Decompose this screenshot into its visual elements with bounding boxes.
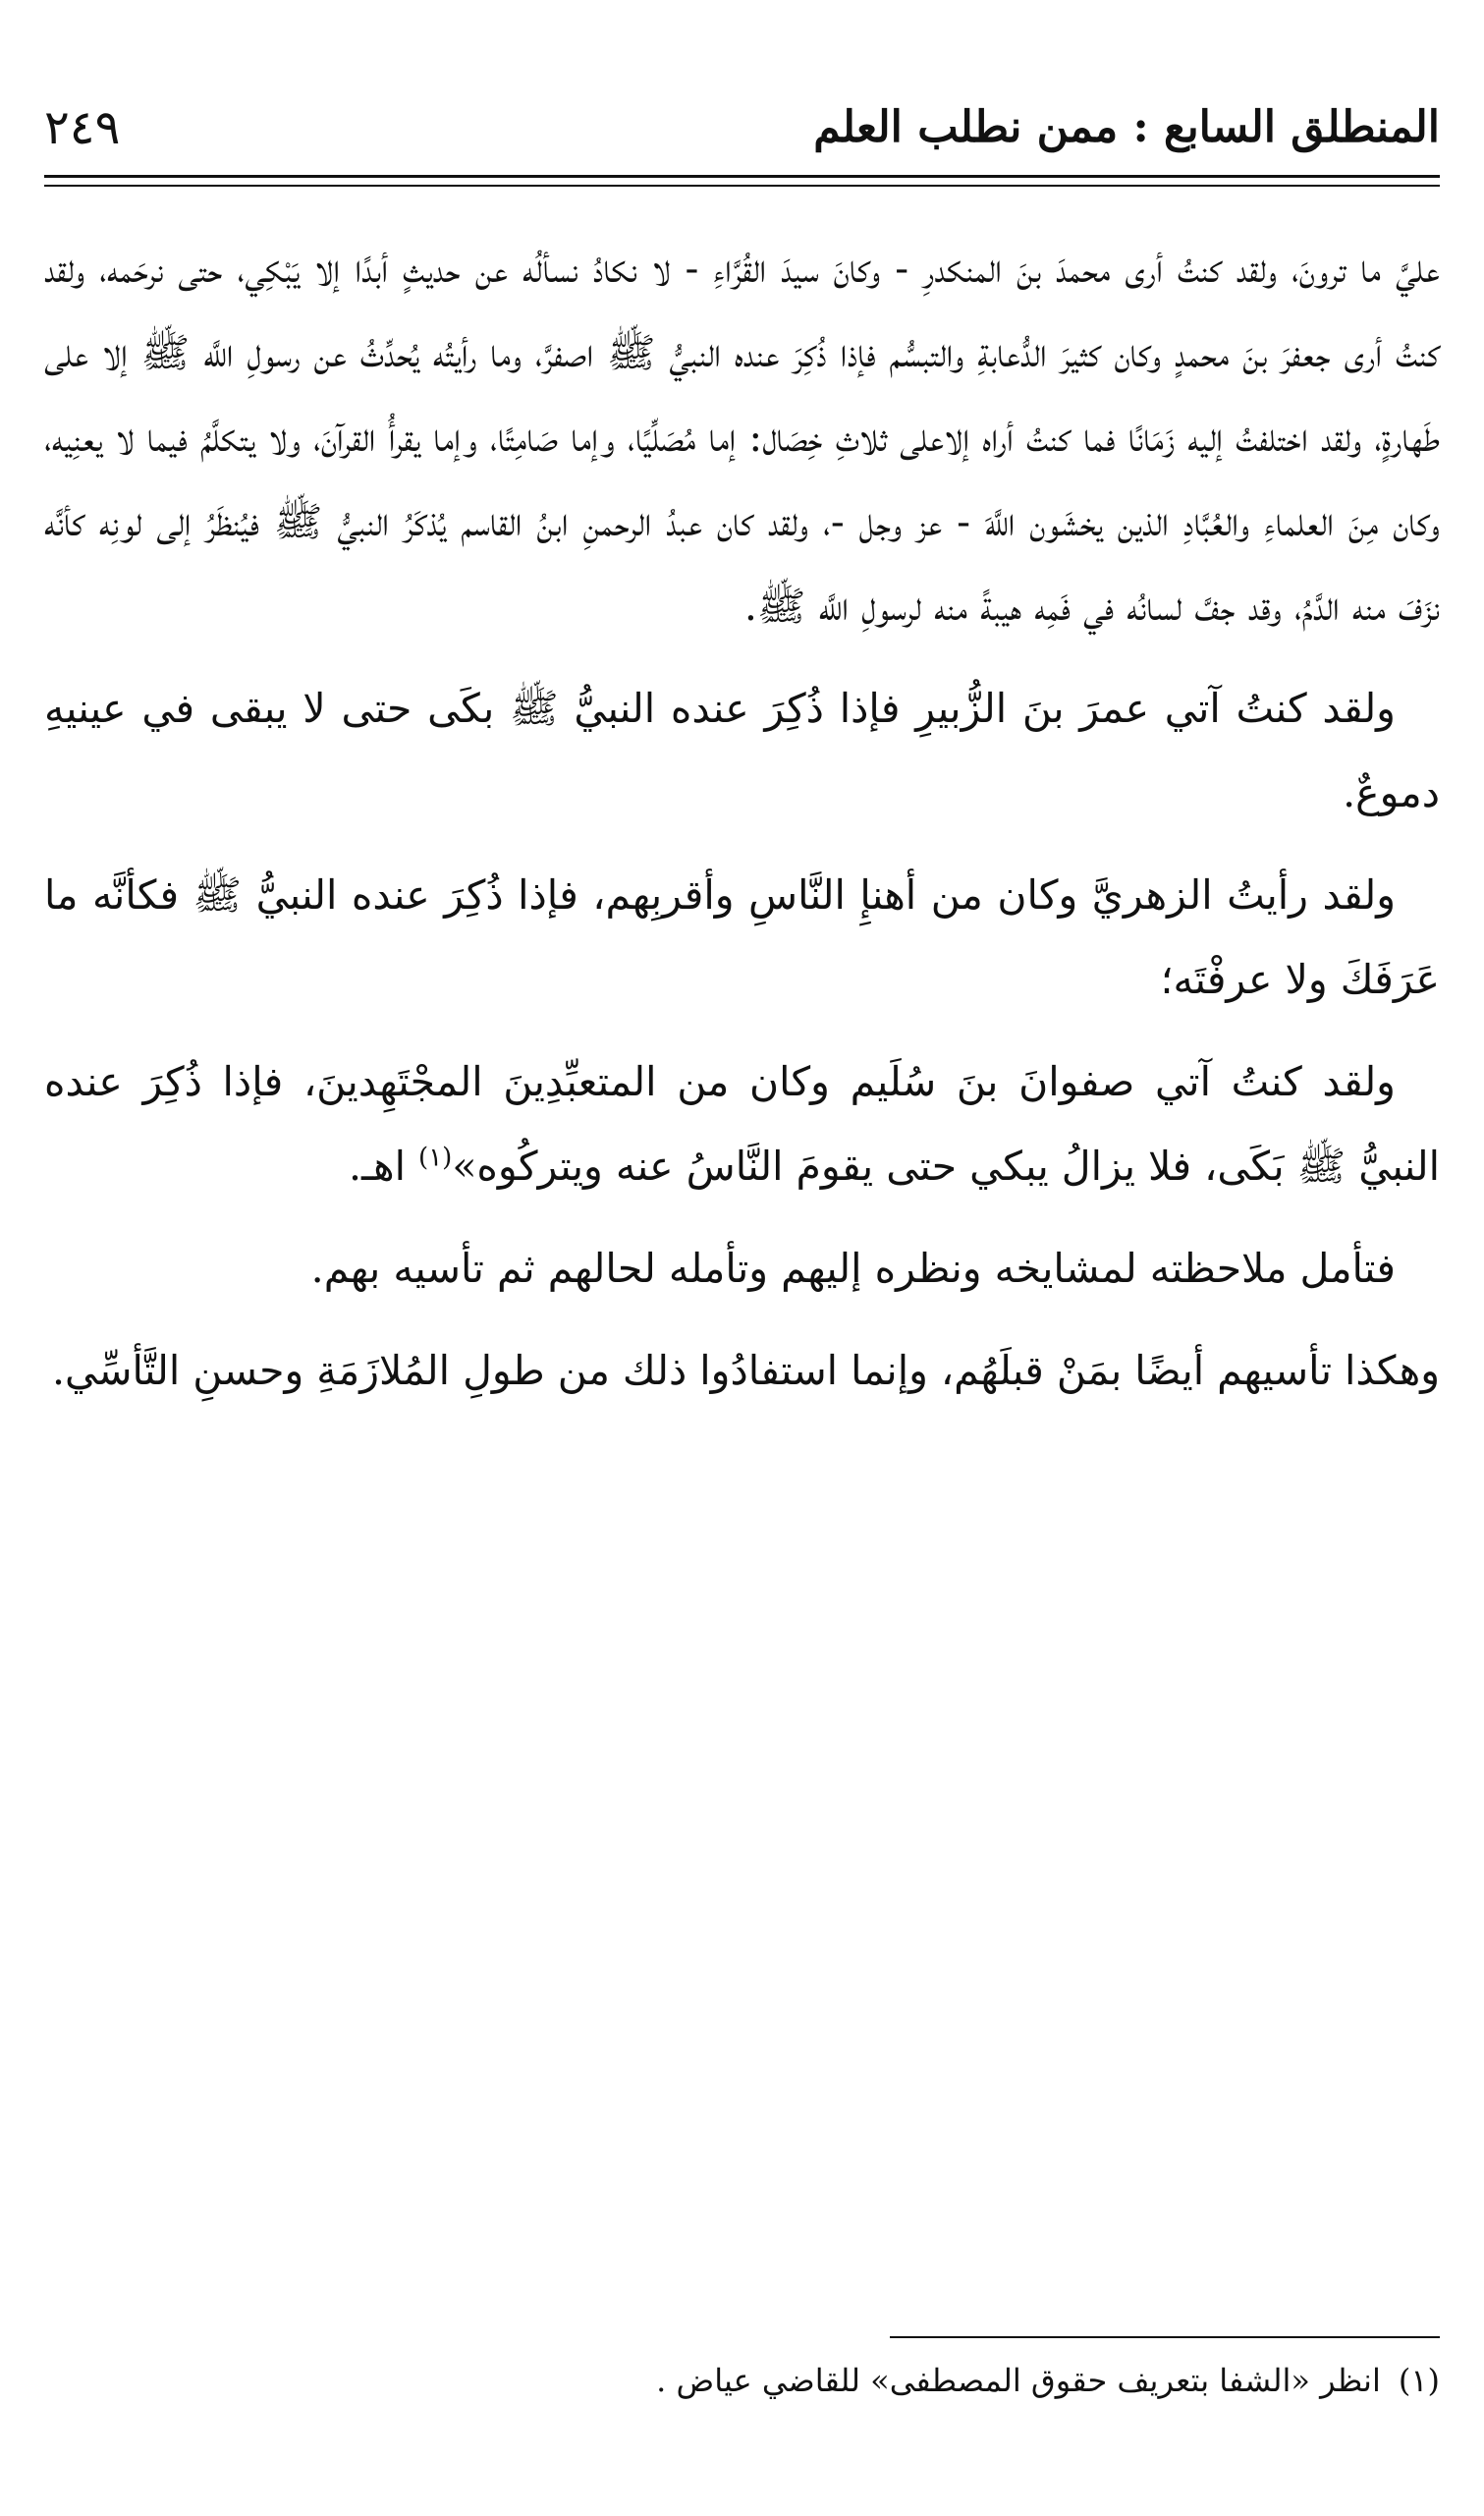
footnote-number: (١) [1398, 2362, 1440, 2399]
footnote [44, 2356, 1440, 2405]
footnote-reference[interactable]: (١) [418, 1143, 453, 1173]
footnote-separator [890, 2336, 1440, 2338]
body-text [44, 226, 1440, 1430]
paragraph-3: ولقد رأيتُ الزهريَّ وكان من أهنإِ النَّاسِ وأقربِهم، فإذا ذُكِرَ عنده النبيُّ ﷺ فكأنَّه ما عَرَفَكَ ولا عرفْتَه؛ [44, 871, 1440, 1003]
chapter-title: المنطلق السابع : ممن نطلب العلم [813, 102, 1440, 152]
paragraph-4 [44, 1039, 1440, 1208]
page-number: ٢٤٩ [44, 100, 121, 155]
paragraph-6: وهكذا تأسيهم أيضًا بمَنْ قبلَهُم، وإنما استفادُوا ذلك من طولِ المُلازَمَةِ وحسنِ التَّأسِّي. [51, 1347, 1440, 1394]
paragraph-4-tail: اهـ. [348, 1143, 419, 1190]
book-page [44, 0, 1440, 2516]
header-rule-bottom [44, 185, 1440, 187]
paragraph-4-text: ولقد كنتُ آتي صفوانَ بنَ سُلَيم وكان من المتعبِّدِينَ المجْتَهِدينَ، فإذا ذُكِرَ عنده النبيُّ ﷺ بَكَى، فلا يزالُ يبكي حتى يقومَ النَّاسُ عنه ويتركُوه» [44, 1058, 1440, 1190]
paragraph-5: فتأمل ملاحظته لمشايخه ونظره إليهم وتأمله لحالهم ثم تأسيه بهم. [310, 1245, 1396, 1292]
footnote-text: انظر «الشفا بتعريف حقوق المصطفى» للقاضي عياض . [656, 2362, 1381, 2399]
paragraph-2: ولقد كنتُ آتي عمرَ بنَ الزُّبيرِ فإذا ذُكِرَ عنده النبيُّ ﷺ بكَى حتى لا يبقى في عينيهِ دموعٌ. [44, 685, 1440, 816]
running-header [44, 93, 1440, 162]
header-rule-top [44, 175, 1440, 178]
paragraph-1: عليَّ ما ترونَ، ولقد كنتُ أرى محمدَ بنَ المنكدرِ - وكانَ سيدَ القُرَّاءِ - لا نكادُ نسألُه عن حديثٍ أبدًا إلا يَبْكِي، حتى نرحَمه، ولقد كنتُ أرى جعفرَ بنَ محمدٍ وكان كثيرَ الدُّعابةِ والتبسُّم فإذا ذُكِرَ عنده النبيُّ ﷺ اصفرَّ، وما رأيتُه يُحدِّثُ عن رسولِ اللَّه ﷺ إلا على طَهارةٍ، ولقد اختلفتُ إليه زَمَانًا فما كنتُ أراه إلاعلى ثلاثِ خِصَال: إما مُصَلِّيًا، وإما صَامِتًا، وإما يقرأُ القرآنَ، ولا يتكلَّمُ فيما لا يعنِيه، وكان مِنَ العلماءِ والعُبَّادِ الذين يخشَون اللَّهَ - عز وجل -، ولقد كان عبدُ الرحمنِ ابنُ القاسم يُذكَرُ النبيُّ ﷺ فيُنظَرُ إلى لونِه كأنَّه نزَفَ منه الدَّمُ، وقد جفَّ لسانُه في فَمِه هيبةً منه لرسولِ اللَّه ﷺ. [44, 245, 1440, 630]
